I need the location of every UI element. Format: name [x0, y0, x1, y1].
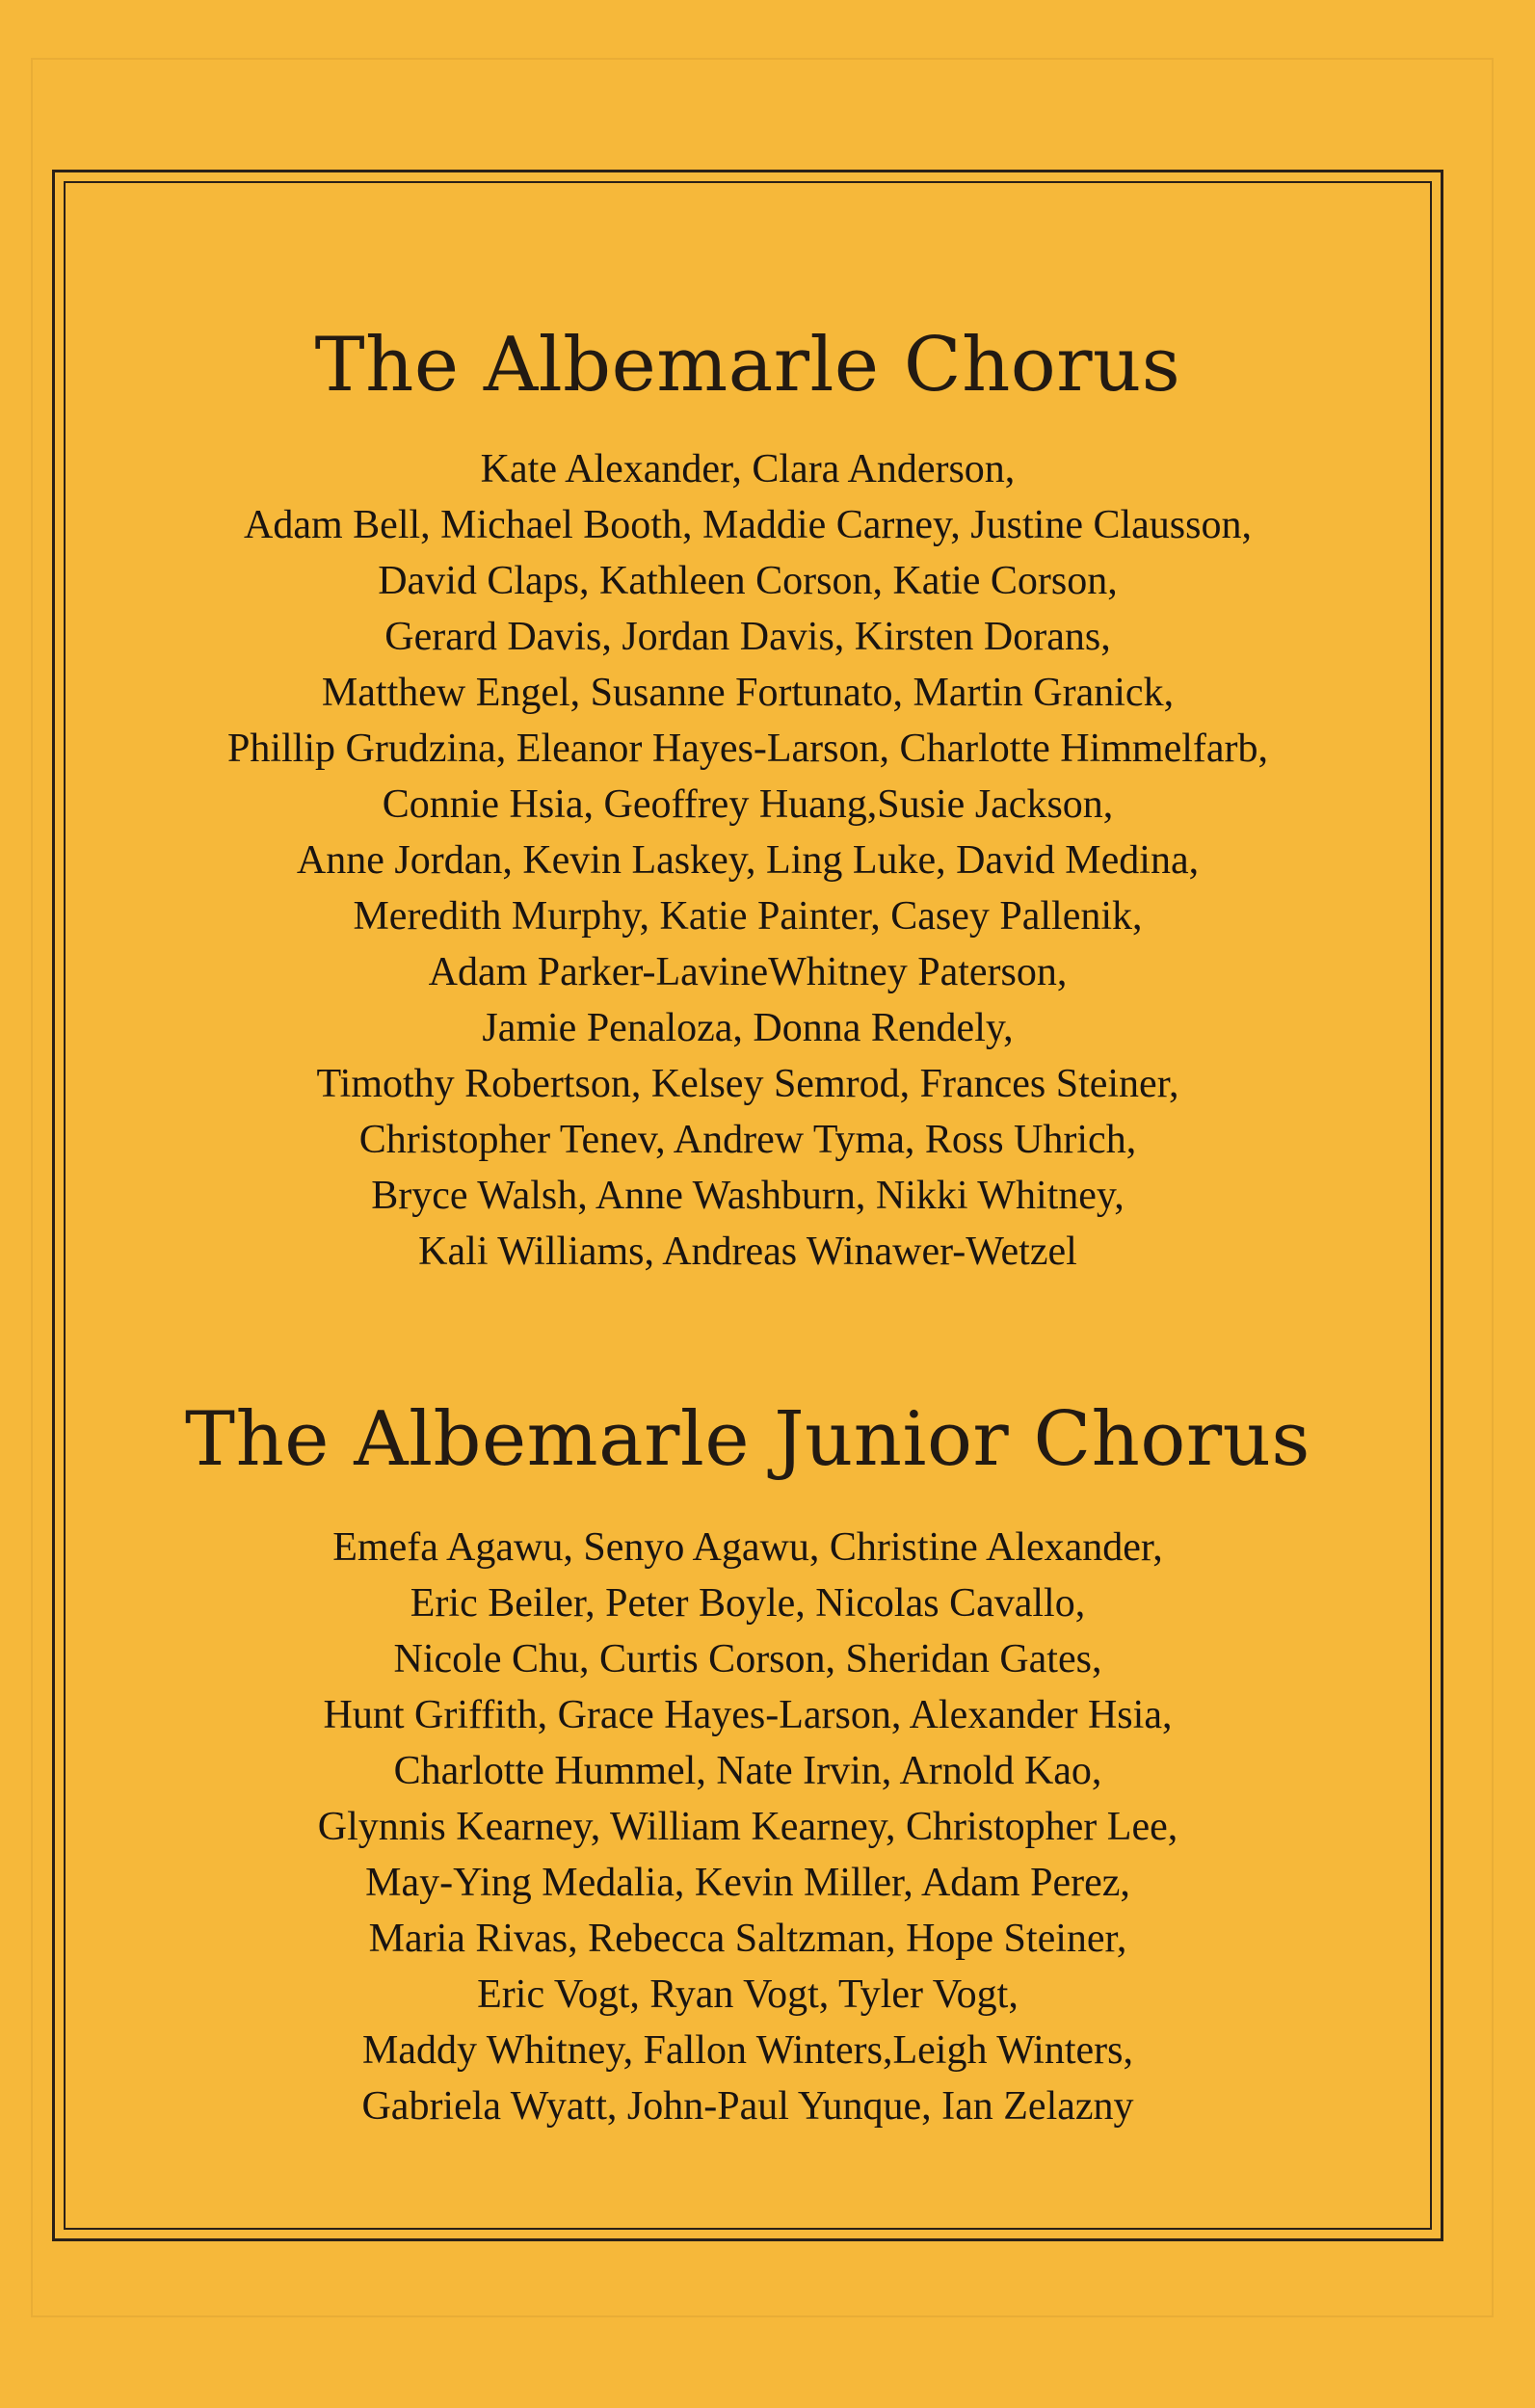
member-line: Jamie Penaloza, Donna Rendely,: [482, 1006, 1014, 1050]
program-page-border: [52, 170, 1443, 2241]
member-line: Timothy Robertson, Kelsey Semrod, Frances Steiner,: [316, 1062, 1179, 1106]
member-line: Maria Rivas, Rebecca Saltzman, Hope Steiner,: [368, 1917, 1127, 1961]
member-line: Gerard Davis, Jordan Davis, Kirsten Dorans,: [384, 615, 1111, 659]
member-line: Charlotte Hummel, Nate Irvin, Arnold Kao,: [393, 1749, 1102, 1793]
albemarle-chorus-title: The Albemarle Chorus: [314, 322, 1181, 409]
member-line: Phillip Grudzina, Eleanor Hayes-Larson, Charlotte Himmelfarb,: [226, 727, 1269, 771]
member-line: Adam Parker-LavineWhitney Paterson,: [428, 950, 1068, 994]
member-line: Eric Beiler, Peter Boyle, Nicolas Cavallo,: [410, 1581, 1086, 1626]
albemarle-chorus-member-list: [55, 441, 1441, 1280]
member-line: Gabriela Wyatt, John-Paul Yunque, Ian Zelazny: [361, 2084, 1134, 2129]
member-line: Kali Williams, Andreas Winawer-Wetzel: [418, 1230, 1077, 1274]
member-line: Kate Alexander, Clara Anderson,: [480, 447, 1016, 491]
member-line: Eric Vogt, Ryan Vogt, Tyler Vogt,: [477, 1972, 1019, 2017]
member-line: Connie Hsia, Geoffrey Huang,Susie Jackson,: [382, 782, 1114, 827]
member-line: Christopher Tenev, Andrew Tyma, Ross Uhrich,: [358, 1118, 1137, 1162]
member-line: Adam Bell, Michael Booth, Maddie Carney, Justine Clausson,: [244, 503, 1252, 547]
member-line: Maddy Whitney, Fallon Winters,Leigh Winters,: [362, 2028, 1133, 2073]
member-line: Nicole Chu, Curtis Corson, Sheridan Gates,: [393, 1637, 1102, 1681]
member-line: Hunt Griffith, Grace Hayes-Larson, Alexander Hsia,: [323, 1693, 1173, 1737]
member-line: David Claps, Kathleen Corson, Katie Corson,: [378, 559, 1118, 603]
albemarle-chorus-section: [55, 322, 1441, 1280]
member-line: May-Ying Medalia, Kevin Miller, Adam Perez,: [365, 1861, 1130, 1905]
member-line: Emefa Agawu, Senyo Agawu, Christine Alexander,: [332, 1525, 1163, 1570]
member-line: Glynnis Kearney, William Kearney, Christopher Lee,: [317, 1805, 1178, 1849]
albemarle-junior-chorus-section: [55, 1396, 1441, 2134]
member-line: Anne Jordan, Kevin Laskey, Ling Luke, David Medina,: [296, 838, 1200, 883]
member-line: Meredith Murphy, Katie Painter, Casey Pallenik,: [353, 894, 1143, 939]
member-line: Bryce Walsh, Anne Washburn, Nikki Whitney,: [371, 1174, 1125, 1218]
albemarle-junior-chorus-title: The Albemarle Junior Chorus: [185, 1396, 1310, 1483]
albemarle-junior-chorus-member-list: [55, 1520, 1441, 2134]
member-line: Matthew Engel, Susanne Fortunato, Martin Granick,: [321, 671, 1175, 715]
